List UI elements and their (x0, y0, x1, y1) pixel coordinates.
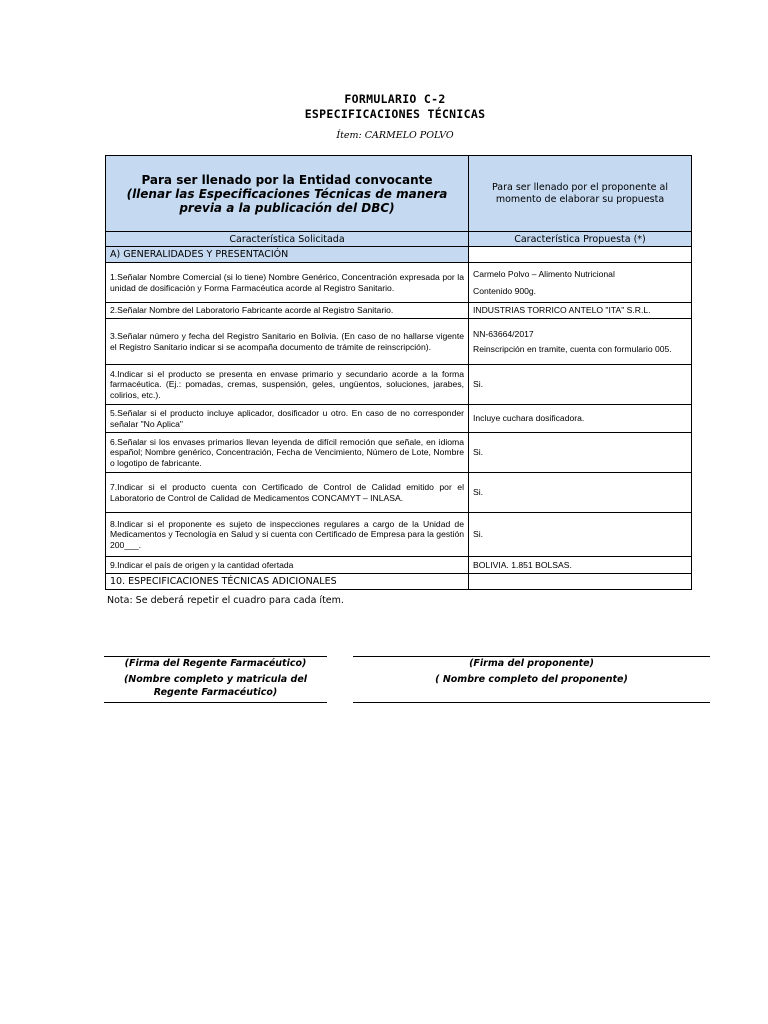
answer-cell: Si. (469, 513, 692, 557)
answer-cell: Si. (469, 433, 692, 473)
answer-cell: Incluye cuchara dosificadora. (469, 405, 692, 433)
answer-cell: Carmelo Polvo – Alimento Nutricional Contenido 900g. (469, 263, 692, 303)
table-row (106, 574, 692, 590)
form-subtitle: ESPECIFICACIONES TÉCNICAS (304, 107, 486, 121)
requirement-cell: 1.Señalar Nombre Comercial (si lo tiene) Nombre Genérico, Concentración expresada por la unidad de dosificación y Forma Farmacéutica acorde al Registro Sanitario. (106, 263, 469, 303)
requirement-cell: 3.Señalar número y fecha del Registro Sanitario en Bolivia. (En caso de no hallarse vigente el Registro Sanitario indicar si se acompaña documento de trámite de reinscripción). (106, 319, 469, 365)
table-row (106, 405, 692, 433)
answer-cell: NN-63664/2017 Reinscripción en tramite, cuenta con formulario 005. (469, 319, 692, 365)
requirement-cell: 7.Indicar si el producto cuenta con Certificado de Control de Calidad emitido por el Laboratorio de Control de Calidad de Medicamentos CONCAMYT – INLASA. (106, 473, 469, 513)
table-row (106, 303, 692, 319)
answer-cell: Si. (469, 473, 692, 513)
footnote: Nota: Se deberá repetir el cuadro para cada ítem. (107, 595, 344, 606)
pharmacist-signature-block: (Firma del Regente Farmacéutico) (Nombre completo y matricula del Regente Farmacéutico) (123, 658, 308, 698)
answer-cell: INDUSTRIAS TORRICO ANTELO "ITA" S.R.L. (469, 303, 692, 319)
table-row (106, 365, 692, 405)
answer-cell: BOLIVIA. 1.851 BOLSAS. (469, 557, 692, 574)
form-title: FORMULARIO C-2 (344, 92, 446, 106)
signature-line-bottom-right (353, 702, 710, 703)
answer-cell: Si. (469, 365, 692, 405)
table-row (106, 263, 692, 303)
signature-line-bottom-left (104, 702, 327, 703)
additional-specs-blank (469, 574, 692, 590)
table-row (106, 473, 692, 513)
entity-header-instructions: (llenar las Especificaciones Técnicas de manera previa a la publicación del DBC) (126, 186, 448, 215)
requirement-cell: 6.Señalar si los envases primarios llevan leyenda de difícil remoción que señale, en idioma español; Nombre genérico, Concentración, Fecha de Vencimiento, Número de Lote, Nombre o logotipo de fabricante. (106, 433, 469, 473)
table-row (106, 319, 692, 365)
section-a-blank (469, 247, 692, 263)
bidder-signature-block: (Firma del proponente) ( Nombre completo del proponente) (435, 658, 628, 685)
entity-header-title: Para ser llenado por la Entidad convocante (141, 172, 433, 187)
requirement-cell: 8.Indicar si el proponente es sujeto de inspecciones regulares a cargo de la Unidad de Medicamentos y Tecnología en Salud y si cuenta con Certificado de Empresa para la gestión 200___. (106, 513, 469, 557)
additional-specs-row: 10. ESPECIFICACIONES TÉCNICAS ADICIONALES (106, 574, 469, 590)
table-row (106, 433, 692, 473)
entity-header (106, 156, 469, 232)
column-header-requested: Característica Solicitada (106, 232, 469, 247)
table-row (106, 557, 692, 574)
column-header-proposed: Característica Propuesta (*) (469, 232, 692, 247)
requirement-cell: 4.Indicar si el producto se presenta en envase primario y secundario acorde a la forma farmacéutica. (Ej.: pomadas, cremas, suspensión, geles, ungüentos, soluciones, jarabes, colirios, etc.). (106, 365, 469, 405)
table-row (106, 513, 692, 557)
requirement-cell: 2.Señalar Nombre del Laboratorio Fabricante acorde al Registro Sanitario. (106, 303, 469, 319)
item-name: Ítem: CARMELO POLVO (336, 130, 454, 141)
specifications-table (105, 155, 692, 590)
requirement-cell: 5.Señalar si el producto incluye aplicador, dosificador u otro. En caso de no corresponder señalar "No Aplica" (106, 405, 469, 433)
section-a-title: A) GENERALIDADES Y PRESENTACIÓN (106, 247, 469, 263)
requirement-cell: 9.Indicar el país de origen y la cantidad ofertada (106, 557, 469, 574)
bidder-header: Para ser llenado por el proponente al momento de elaborar su propuesta (469, 156, 692, 232)
